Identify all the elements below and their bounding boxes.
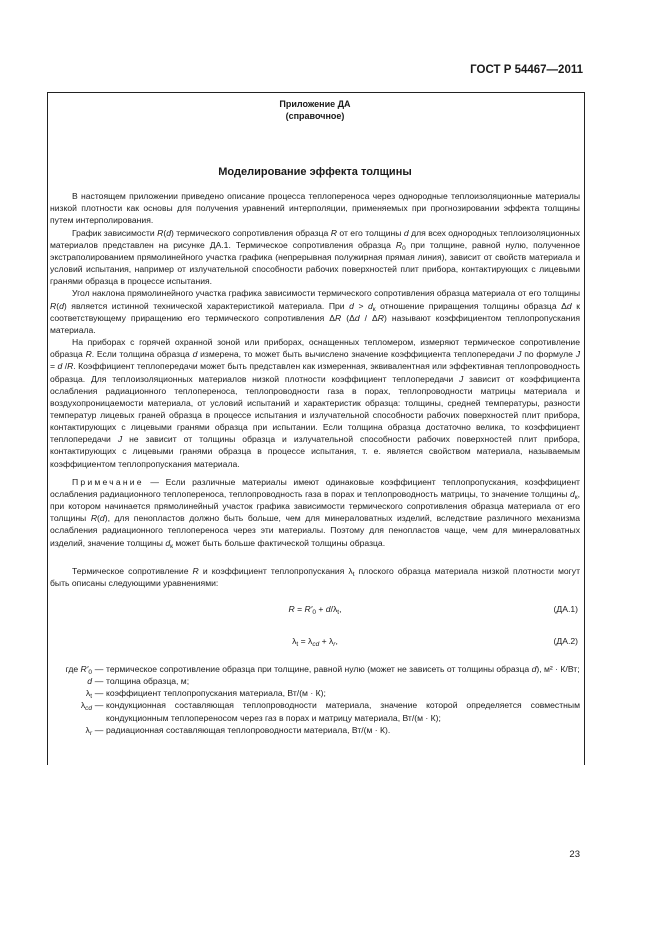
equation-2 xyxy=(50,635,580,649)
note-paragraph: Примечание — Если различные материалы имеют одинаковые коэффициент теплопропускания, коэффициент ослабления радиационного теплопереноса, теплопроводность газа в порах и теплопроводность матрицы, то значение толщины $d_к$, при котором начинается прямолинейный участок графика зависимости термического сопротивления образца материала от его толщины R(d), для пенопластов должно быть больше, чем для минераловатных изделий, вследствие различного механизма ослабления радиационного теплопереноса через эти материалы. Поэтому для пенопластов чаще, чем для минераловатных изделий, значение толщины $d_к$ может быть больше фактической толщины образца. xyxy=(50,476,580,550)
note-label: Примечание xyxy=(72,476,144,487)
equation-1-formula: $R = R'_0 + d/\lambda_t$, xyxy=(288,604,342,616)
symbol-definitions xyxy=(50,663,580,736)
paragraph-4: На приборах с горячей охранной зоной или приборах, оснащенных тепломером, измеряют термическое сопротивление образца R. Если толщина образца d измерена, то может быть вычислено значение коэффициента теплопередачи J по формуле J = d /R. Коэффициент теплопередачи может быть представлен как измеренная, эквивалентная или эффективная теплопроводность образца. Для теплоизоляционных материалов низкой плотности коэффициент теплопередачи J зависит от коэффициента ослабления радиационного теплопереноса, теплопроводности газа в порах, теплопроводности матрицы материала и воздухопроницаемости материала, от условий испытаний и характеристик образца: толщины, средней температуры, разности температур лицевых граней образца в процессе испытания и излучательной способности рабочих поверхностей плит прибора, контактирующих с лицевыми гранями образца при испытании. Если толщина образца достаточно велика, то коэффициент теплопередачи J не зависит от толщины образца и излучательной способности рабочих поверхностей плит прибора, контактирующих с лицевыми гранями образца в процессе испытания, т. е. является свойством материала, называемым коэффициентом теплопропускания материала. xyxy=(50,337,581,469)
paragraph-3: Угол наклона прямолинейного участка графика зависимости термического сопротивления образца материала от его толщины R(d) является истинной технической характеристикой материала. При $d > d_к$ отношение приращения толщины образца Δd к соответствующему приращению его термического сопротивления ΔR (Δd / ΔR) называют коэффициентом теплопропускания материала. xyxy=(50,288,580,335)
definition-lambda-cd: $\lambda_{cd}$ — кондукционная составляющая теплопроводности материала, значение которой определяется совместным кондукционным теплопереносом через газ в порах и матрицу материала, Вт/(м · К); xyxy=(80,700,580,723)
paragraph-2: График зависимости R(d) термического сопротивления образца R от его толщины d для всех однородных теплоизоляционных материалов представлен на рисунке ДА.1. Термическое сопротивления образца $R_0$ при толщине, равной нулю, полученное экстраполированием прямолинейного участка графика (непрерывная полужирная прямая линия), зависит от свойств материала и условий испытания, например от излучательной способности рабочих поверхностей плит прибора, контактирующих с лицевыми гранями образца в процессе испытания. xyxy=(50,227,581,287)
equation-1 xyxy=(50,603,580,617)
definition-lambda-r: $\lambda_r$ — радиационная составляющая теплопроводности материала, Вт/(м · К). xyxy=(85,724,391,737)
annex-content xyxy=(50,98,580,736)
equations-intro: Термическое сопротивление R и коэффициент теплопропускания $\lambda_t$ плоского образца материала низкой плотности могут быть описаны следующими уравнениями: xyxy=(50,565,581,588)
definition-d: d — толщина образца, м; xyxy=(87,676,190,687)
equation-2-number: (ДА.2) xyxy=(553,636,578,646)
standard-header: ГОСТ Р 54467—2011 xyxy=(470,64,583,76)
section-title: Моделирование эффекта толщины xyxy=(218,166,412,178)
paragraph-1: В настоящем приложении приведено описание процесса теплопереноса через однородные теплоизоляционные материалы низкой плотности как основы для получения уравнений интерполяции, применяемых при прогнозировании эффекта толщины путем интерполирования. xyxy=(50,191,580,226)
page-number: 23 xyxy=(569,849,580,860)
definition-lambda-t: $\lambda_t$ — коэффициент теплопропускания материала, Вт/(м · К); xyxy=(85,688,326,701)
equation-2-formula: $\lambda_t = \lambda_{cd} + \lambda_r$, xyxy=(292,636,338,648)
definition-r0: где $R'_0$ — термическое сопротивление образца при толщине, равной нулю (может не зависеть от толщины образца d), м² · К/Вт; xyxy=(65,664,580,676)
annex-title: Приложение ДА xyxy=(279,99,351,109)
equation-1-number: (ДА.1) xyxy=(553,604,578,614)
annex-subtitle: (справочное) xyxy=(285,111,345,121)
